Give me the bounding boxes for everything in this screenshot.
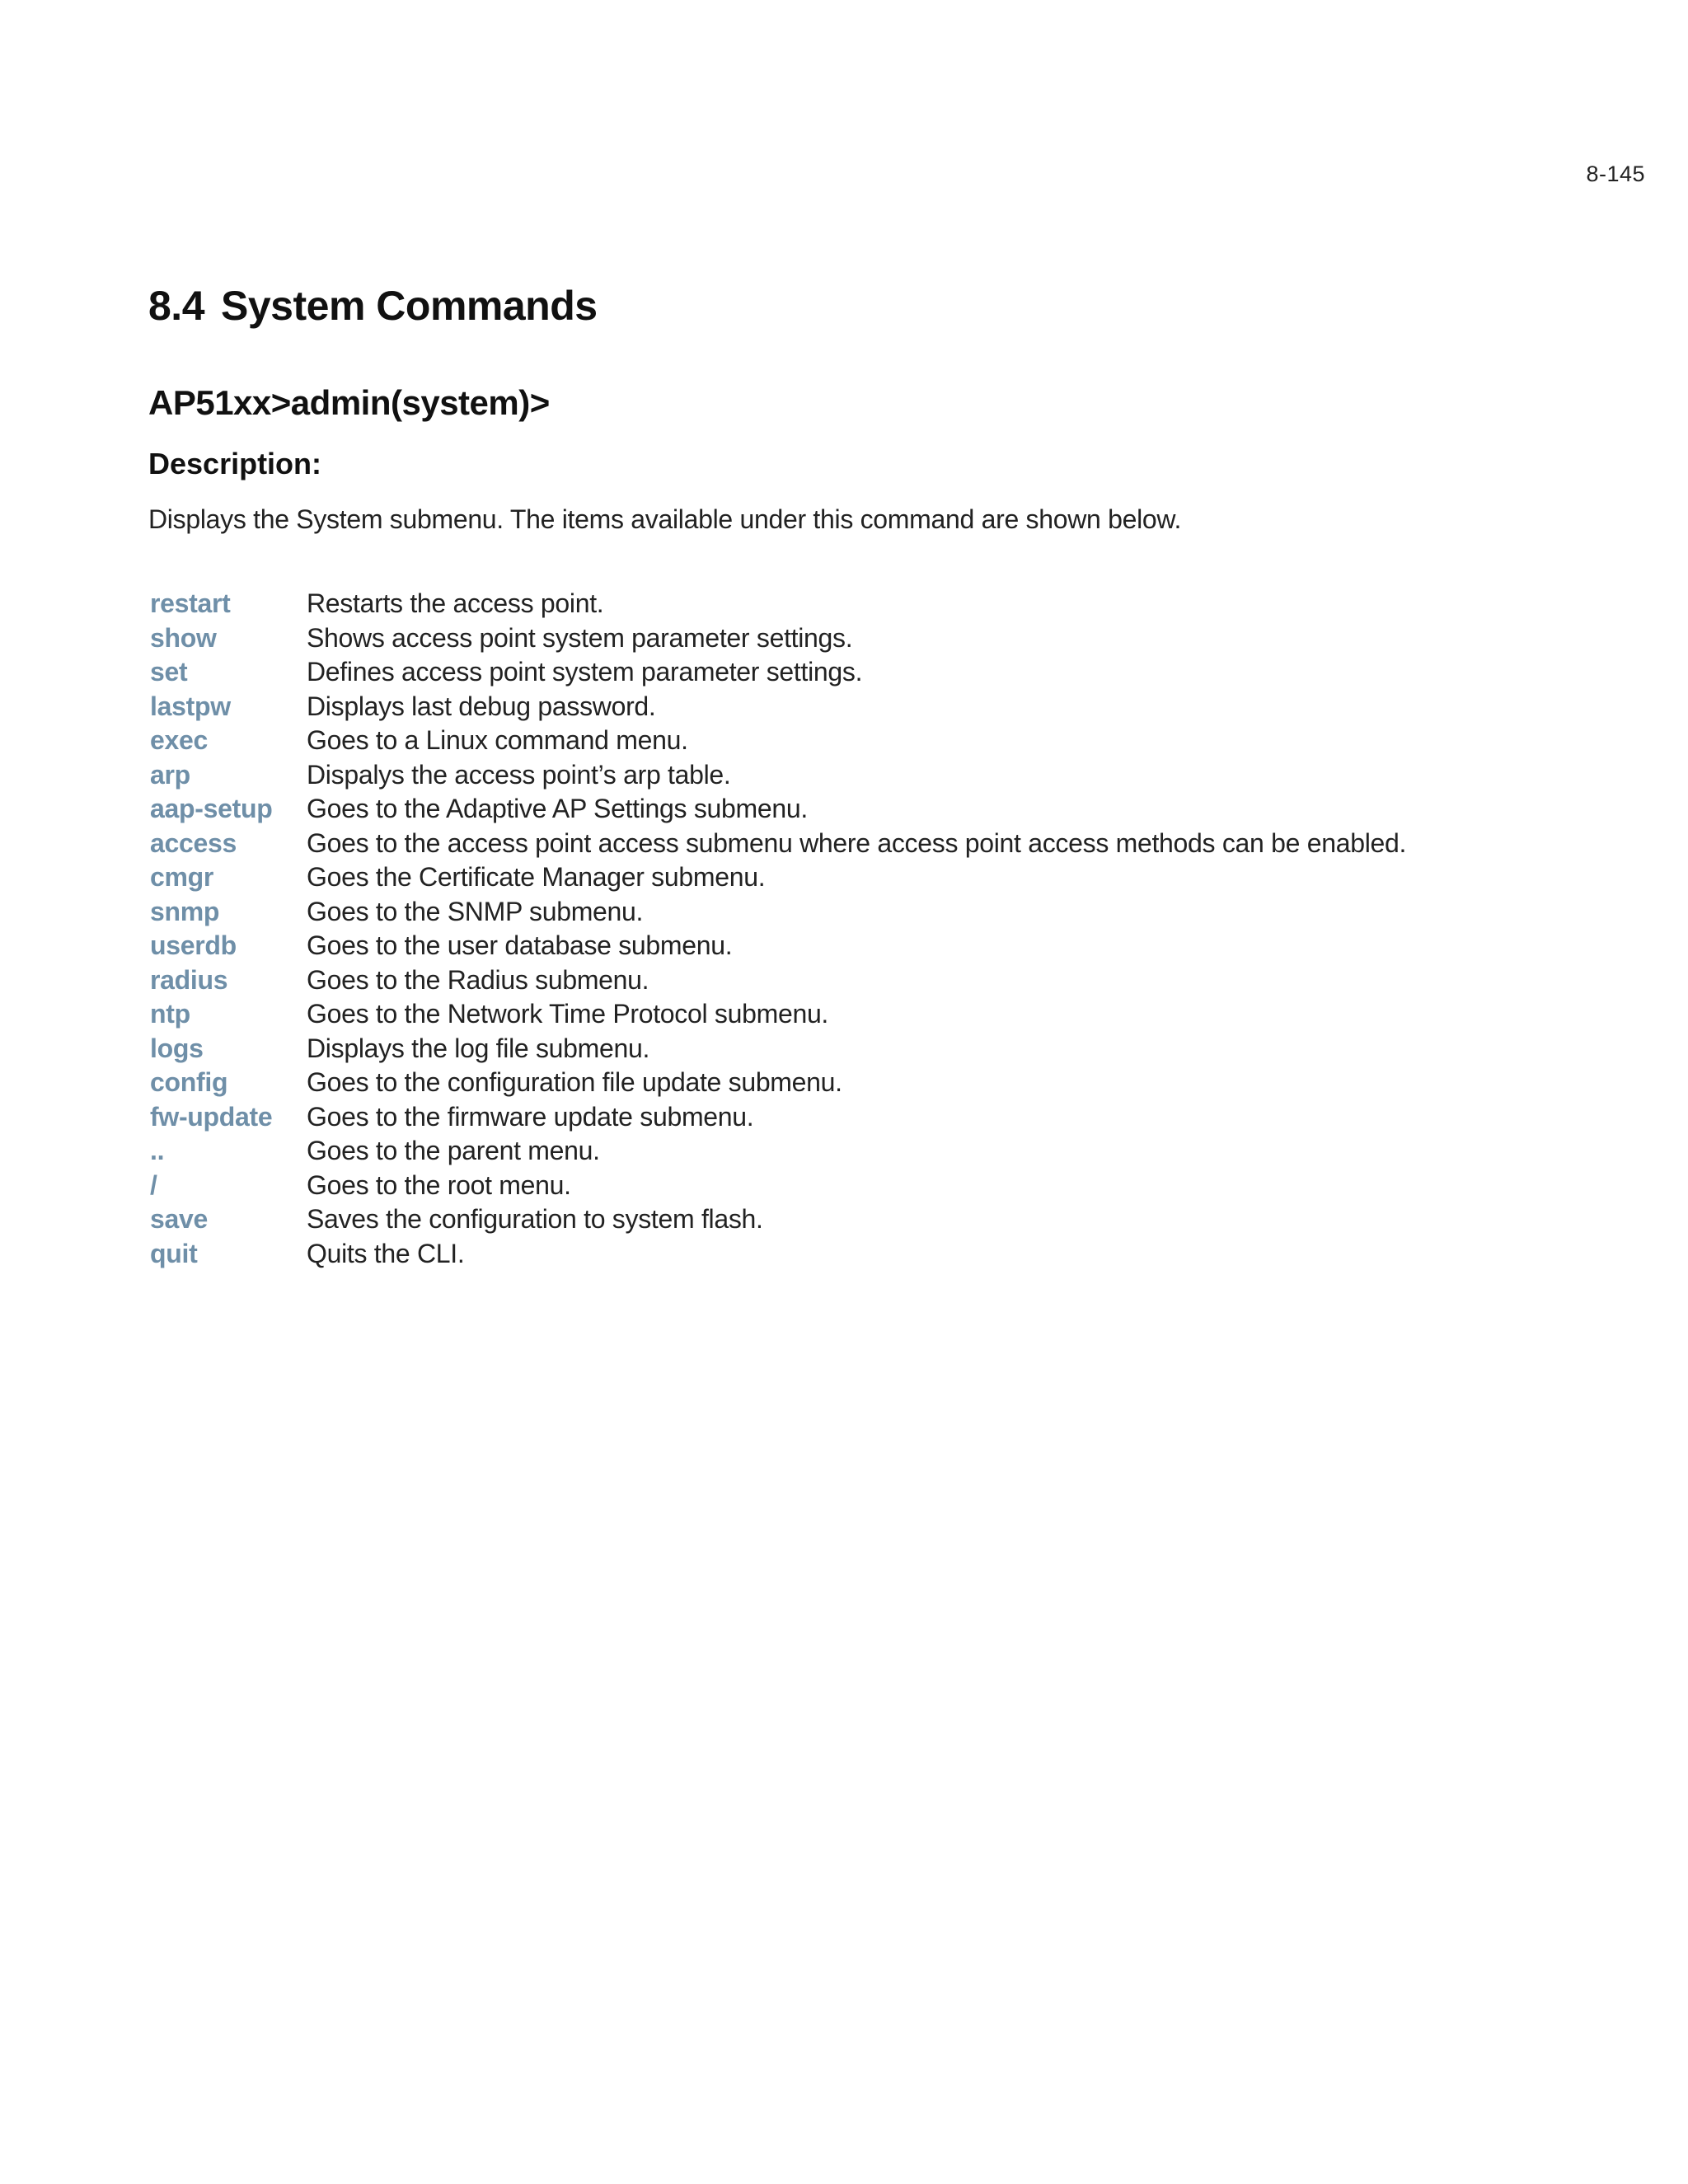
command-description: Goes the Certificate Manager submenu. <box>307 862 766 892</box>
command-row <box>150 758 1406 793</box>
command-name: save <box>150 1204 208 1234</box>
command-prompt-heading: AP51xx>admin(system)> <box>148 383 550 422</box>
command-row <box>150 997 1406 1032</box>
command-row <box>150 1202 1406 1237</box>
command-table <box>150 587 1406 1271</box>
command-description: Quits the CLI. <box>307 1238 465 1268</box>
command-name: config <box>150 1067 228 1097</box>
command-description: Displays the log file submenu. <box>307 1033 650 1063</box>
command-description: Goes to the Network Time Protocol submenu. <box>307 999 829 1029</box>
command-name: lastpw <box>150 691 231 721</box>
command-row <box>150 1100 1406 1135</box>
command-row <box>150 655 1406 690</box>
command-row <box>150 963 1406 998</box>
command-name: exec <box>150 725 208 755</box>
command-name: fw-update <box>150 1101 273 1132</box>
command-description: Goes to the SNMP submenu. <box>307 896 644 926</box>
command-description: Restarts the access point. <box>307 588 604 618</box>
command-row <box>150 724 1406 758</box>
command-description: Shows access point system parameter settings. <box>307 622 853 653</box>
command-description: Goes to a Linux command menu. <box>307 725 688 755</box>
command-description: Goes to the Adaptive AP Settings submenu. <box>307 794 808 823</box>
command-row <box>150 895 1406 930</box>
description-heading: Description: <box>148 447 322 480</box>
command-row <box>150 792 1406 827</box>
command-name: show <box>150 622 217 653</box>
command-name: ntp <box>150 999 190 1029</box>
command-description: Goes to the user database submenu. <box>307 930 733 960</box>
command-row <box>150 1066 1406 1100</box>
section-title-text: System Commands <box>221 283 598 329</box>
page-number: 8-145 <box>1586 162 1645 186</box>
command-name: aap-setup <box>150 794 273 823</box>
command-description: Goes to the parent menu. <box>307 1136 600 1165</box>
command-name: set <box>150 657 188 687</box>
command-row <box>150 1169 1406 1203</box>
command-row <box>150 621 1406 656</box>
command-name: arp <box>150 759 190 790</box>
command-name: userdb <box>150 930 237 960</box>
section-number: 8.4 <box>148 283 205 329</box>
command-description: Saves the configuration to system flash. <box>307 1204 763 1234</box>
description-text: Displays the System submenu. The items available under this command are shown below. <box>148 504 1182 534</box>
command-description: Goes to the access point access submenu where access point access methods can be enabled. <box>307 827 1407 858</box>
command-name: restart <box>150 588 231 618</box>
command-description: Defines access point system parameter settings. <box>307 657 863 687</box>
command-description: Goes to the firmware update submenu. <box>307 1101 754 1132</box>
command-row <box>150 690 1406 724</box>
command-row <box>150 1237 1406 1272</box>
section-title <box>148 282 598 330</box>
command-name: access <box>150 827 237 858</box>
command-row <box>150 1032 1406 1066</box>
command-name: .. <box>150 1136 165 1165</box>
command-name: snmp <box>150 896 220 926</box>
command-name: radius <box>150 964 228 995</box>
command-table-body <box>150 587 1406 1271</box>
command-row <box>150 929 1406 963</box>
command-description: Dispalys the access point’s arp table. <box>307 759 731 790</box>
command-row <box>150 827 1406 861</box>
command-row <box>150 1134 1406 1169</box>
command-row <box>150 587 1406 621</box>
command-name: cmgr <box>150 862 214 892</box>
command-name: logs <box>150 1033 204 1063</box>
command-description: Goes to the configuration file update submenu. <box>307 1067 842 1097</box>
command-description: Displays last debug password. <box>307 691 656 721</box>
command-row <box>150 860 1406 895</box>
command-description: Goes to the root menu. <box>307 1169 571 1200</box>
command-name: quit <box>150 1238 198 1268</box>
command-name: / <box>150 1169 157 1200</box>
command-description: Goes to the Radius submenu. <box>307 964 649 995</box>
